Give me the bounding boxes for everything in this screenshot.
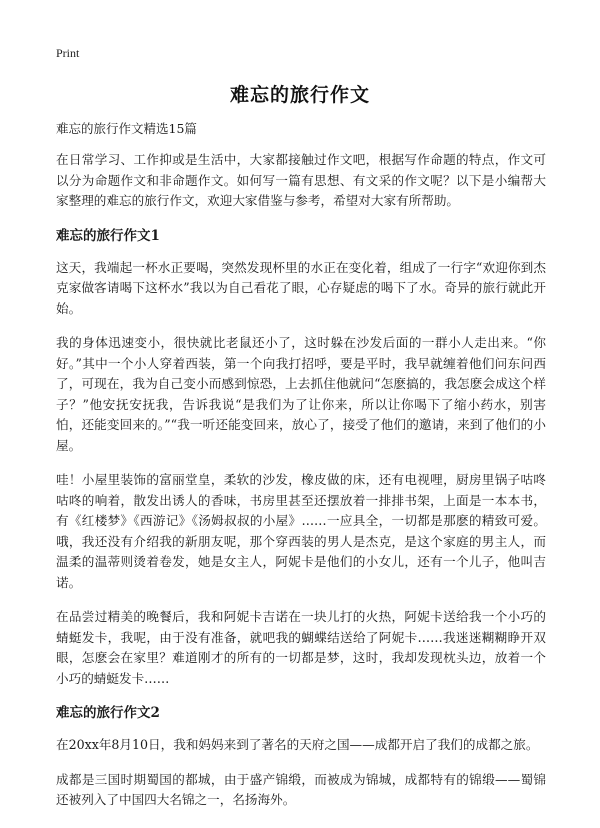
paragraph: 这天，我端起一杯水正要喝，突然发现杯里的水正在变化着，组成了一行字“欢迎你到杰克家做客请喝下这杯水”我以为自己看花了眼，心存疑虑的喝下了水。奇异的旅行就此开始。 bbox=[56, 259, 546, 316]
paragraph: 在20xx年8月10日，我和妈妈来到了著名的天府之国——成都开启了我们的成都之旅。 bbox=[56, 737, 539, 752]
document-body bbox=[56, 120, 546, 825]
section-heading: 难忘的旅行作文2 bbox=[56, 705, 160, 721]
print-label: Print bbox=[56, 46, 80, 60]
paragraph: 在品尝过精美的晚餐后，我和阿妮卡吉诺在一块儿打的火热，阿妮卡送给我一个小巧的蜻蜓发卡，我呢，由于没有准备，就吧我的蝴蝶结送给了阿妮卡……我迷迷糊糊睁开双眼，怎麽会在家里？难道刚才的所有的一切都是梦，这时，我却发现枕头边，放着一个小巧的蜻蜓发卡…… bbox=[56, 609, 546, 686]
paragraph: 我的身体迅速变小，很快就比老鼠还小了，这时躲在沙发后面的一群小人走出来。“你好。”其中一个小人穿着西装，第一个向我打招呼，要是平时，我早就缠着他们问东问西了，可现在，我为自己变小而感到惊恐，上去抓住他就问“怎麽搞的，我怎麽会成这个样子？”他安抚安抚我，告诉我说“是我们为了让你来，所以让你喝下了缩小药水，别害怕，还能变回来的。”“我一听还能变回来，放心了，接受了他们的邀请，来到了他们的小屋。 bbox=[56, 335, 546, 453]
section-heading: 难忘的旅行作文1 bbox=[56, 227, 160, 244]
paragraph: 哇！小屋里装饰的富丽堂皇，柔软的沙发，橡皮做的床，还有电视哩，厨房里锅子咕咚咕咚的响着，散发出诱人的香味，书房里甚至还摆放着一排排书架，上面是一本本书，有《红楼梦》《西游记》《汤姆叔叔的小屋》……一应具全，一切都是那麽的精致可爱。哦，我还没有介绍我的新朋友呢，那个穿西装的男人是杰克，是这个家庭的男主人，而温柔的温蒂则烫着卷发，她是女主人，阿妮卡是他们的小女儿，还有一个儿子，他叫吉诺。 bbox=[56, 472, 546, 590]
intro-paragraph: 在日常学习、工作抑或是生活中，大家都接触过作文吧，根据写作命题的特点，作文可以分为命题作文和非命题作文。如何写一篇有思想、有文采的作文呢？以下是小编帮大家整理的难忘的旅行作文，欢迎大家借鉴与参考，希望对大家有所帮助。 bbox=[56, 152, 546, 208]
document-title: 难忘的旅行作文 bbox=[229, 84, 370, 106]
document-subtitle: 难忘的旅行作文精选15篇 bbox=[56, 121, 197, 136]
paragraph: 成都是三国时期蜀国的都城，由于盛产锦缎，而被成为锦城，成都特有的锦缎——蜀锦还被列入了中国四大名锦之一，名扬海外。 bbox=[56, 771, 546, 807]
